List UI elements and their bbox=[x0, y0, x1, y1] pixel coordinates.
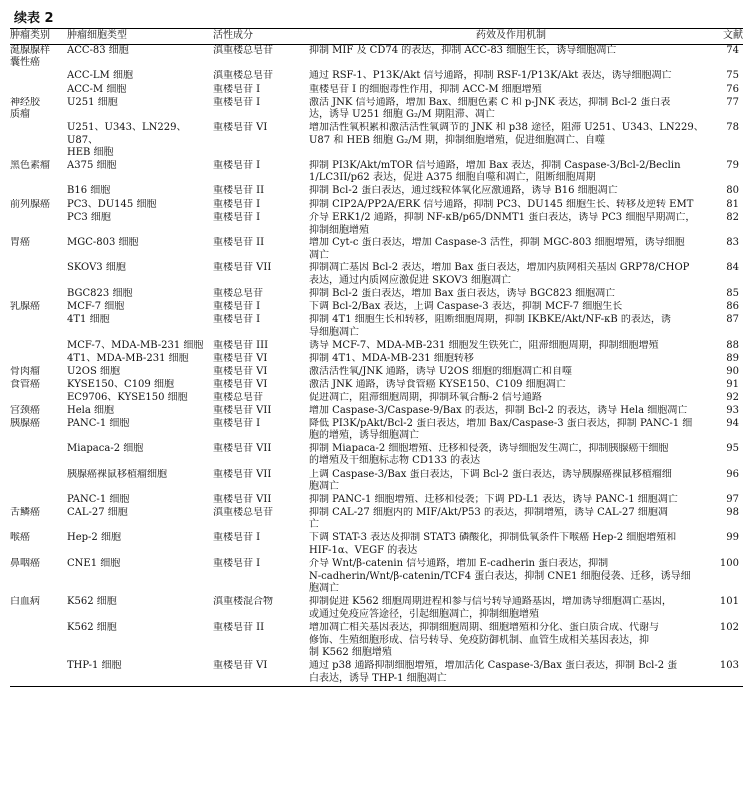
tumor-category: 胰腺癌 bbox=[10, 417, 40, 429]
mechanism: 增加活性氧积累和激活活性氧调节的 JNK 和 p38 途径，阻滞 U251、U343、LN229、 U87 和 HEB 细胞 G₂/M 期，抑制细胞增殖，促进细胞凋亡、自噬 bbox=[309, 121, 704, 146]
table-row bbox=[10, 622, 743, 660]
tumor-category: 黑色素瘤 bbox=[10, 159, 50, 171]
table-row bbox=[10, 558, 743, 596]
active-component: 重楼皂苷 I bbox=[213, 83, 261, 95]
cell-type: EC9706、KYSE150 细胞 bbox=[67, 391, 188, 403]
cell-type: MCF-7 细胞 bbox=[67, 301, 125, 313]
active-component: 重楼皂苷 VII bbox=[213, 442, 272, 454]
table-row bbox=[10, 469, 743, 494]
reference-number: 98 bbox=[726, 506, 739, 518]
mechanism: 上调 Caspase-3/Bax 蛋白表达，下调 Bcl-2 蛋白表达，诱导胰腺癌裸鼠移植瘤细 胞凋亡 bbox=[309, 468, 672, 493]
tumor-category: 白血病 bbox=[10, 596, 40, 608]
cell-type: A375 细胞 bbox=[67, 159, 117, 171]
cell-type: ACC-LM 细胞 bbox=[67, 69, 133, 81]
cell-type: Hela 细胞 bbox=[67, 404, 114, 416]
table-caption: 续表 2 bbox=[14, 11, 54, 26]
data-table bbox=[10, 28, 743, 687]
table-row bbox=[10, 44, 743, 70]
active-component: 重楼皂苷 VI bbox=[213, 660, 268, 672]
reference-number: 84 bbox=[726, 262, 739, 274]
table-row bbox=[10, 532, 743, 558]
table-row bbox=[10, 379, 743, 392]
cell-type: 4T1、MDA-MB-231 细胞 bbox=[67, 352, 189, 364]
reference-number: 96 bbox=[726, 468, 739, 480]
tumor-category bbox=[10, 340, 67, 353]
reference-number: 77 bbox=[726, 96, 739, 108]
mechanism: 通过 RSF-1、P13K/Akt 信号通路，抑制 RSF-1/P13K/Akt 表达，诱导细胞凋亡 bbox=[309, 69, 672, 81]
active-component: 重楼皂苷 I bbox=[213, 417, 261, 429]
table-header bbox=[10, 29, 743, 45]
reference-number: 92 bbox=[726, 391, 739, 403]
table-row bbox=[10, 340, 743, 353]
active-component: 重楼皂苷 II bbox=[213, 184, 265, 196]
reference-number: 99 bbox=[726, 532, 739, 544]
mechanism: 抑制凋亡基因 Bcl-2 表达，增加 Bax 蛋白表达，增加内质网相关基因 GRP78/CHOP 表达，通过内质网应激促进 SKOV3 细胞凋亡 bbox=[309, 262, 690, 286]
active-component: 滇重楼总皂苷 bbox=[213, 69, 273, 81]
mechanism: 激活 JNK 信号通路，增加 Bax、细胞色素 C 和 p-JNK 表达，抑制 Bcl-2 蛋白表 达，诱导 U251 细胞 G₂/M 期阻滞、凋亡 bbox=[309, 96, 671, 121]
header-component: 活性成分 bbox=[213, 30, 253, 41]
table-row bbox=[10, 122, 743, 160]
active-component: 重楼皂苷 I bbox=[213, 314, 261, 326]
mechanism: 诱导 MCF-7、MDA-MB-231 细胞发生铁死亡，阻滞细胞周期，抑制细胞增殖 bbox=[309, 339, 659, 351]
active-component: 重楼皂苷 VI bbox=[213, 121, 268, 133]
active-component: 重楼总皂苷 bbox=[213, 288, 263, 300]
tumor-category bbox=[10, 622, 67, 660]
cell-type: 4T1 细胞 bbox=[67, 314, 110, 326]
table-row bbox=[10, 392, 743, 405]
cell-type: PANC-1 细胞 bbox=[67, 417, 130, 429]
table-row bbox=[10, 596, 743, 622]
tumor-category bbox=[10, 314, 67, 339]
table-row bbox=[10, 660, 743, 686]
table-row bbox=[10, 418, 743, 443]
table-row bbox=[10, 301, 743, 314]
cell-type: PC3 细胞 bbox=[67, 211, 111, 223]
active-component: 重楼皂苷 I bbox=[213, 301, 261, 313]
mechanism: 抑制 PANC-1 细胞增殖、迁移和侵袭；下调 PD-L1 表达，诱导 PANC-1 细胞凋亡 bbox=[309, 493, 678, 505]
tumor-category: 食管癌 bbox=[10, 378, 40, 390]
tumor-category bbox=[10, 443, 67, 469]
header-row bbox=[10, 29, 743, 45]
active-component: 滇重楼总皂苷 bbox=[213, 506, 273, 518]
header-category: 肿瘤类别 bbox=[10, 30, 50, 41]
tumor-category bbox=[10, 122, 67, 160]
tumor-category: 胃癌 bbox=[10, 237, 30, 249]
table-row bbox=[10, 97, 743, 122]
tumor-category bbox=[10, 84, 67, 97]
cell-type: K562 细胞 bbox=[67, 596, 117, 608]
cell-type: BGC823 细胞 bbox=[67, 288, 133, 300]
cell-type: KYSE150、C109 细胞 bbox=[67, 378, 174, 390]
table-row bbox=[10, 507, 743, 532]
cell-type: U2OS 细胞 bbox=[67, 365, 121, 377]
mechanism: 增加凋亡相关基因表达，抑制细胞周期、细胞增殖和分化、蛋白质合成、代谢与 修饰、生殖细胞形成、信号转导、免疫防御机制、血管生成相关基因表达，抑 制 K562 细胞增殖 bbox=[309, 622, 659, 659]
mechanism: 抑制 4T1 细胞生长和转移，阻断细胞周期，抑制 IKBKE/Akt/NF-κB 的表达，诱 导细胞凋亡 bbox=[309, 314, 671, 338]
mechanism: 增加 Cyt-c 蛋白表达，增加 Caspase-3 活性，抑制 MGC-803 细胞增殖，诱导细胞 凋亡 bbox=[309, 237, 685, 261]
table-row bbox=[10, 353, 743, 366]
mechanism: 降低 PI3K/pAkt/Bcl-2 蛋白表达，增加 Bax/Caspase-3 蛋白表达，抑制 PANC-1 细 胞的增殖，诱导细胞凋亡 bbox=[309, 417, 693, 442]
cell-type: K562 细胞 bbox=[67, 622, 117, 634]
cell-type: SKOV3 细胞 bbox=[67, 262, 126, 274]
tumor-category: 乳腺癌 bbox=[10, 301, 40, 313]
table-row bbox=[10, 443, 743, 469]
reference-number: 75 bbox=[726, 69, 739, 81]
active-component: 重楼皂苷 II bbox=[213, 237, 265, 249]
reference-number: 102 bbox=[719, 622, 739, 634]
table-row bbox=[10, 212, 743, 237]
active-component: 重楼皂苷 VII bbox=[213, 262, 272, 274]
active-component: 重楼皂苷 VII bbox=[213, 468, 272, 480]
reference-number: 97 bbox=[726, 493, 739, 505]
mechanism: 介导 Wnt/β-catenin 信号通路，增加 E-cadherin 蛋白表达，抑制 N-cadherin/Wnt/β-catenin/TCF4 蛋白表达，抑制 CNE1 细胞侵袭、迁移，诱导细 胞凋亡 bbox=[309, 558, 691, 595]
table-row bbox=[10, 288, 743, 301]
tumor-category bbox=[10, 469, 67, 494]
tumor-category bbox=[10, 353, 67, 366]
cell-type: CAL-27 细胞 bbox=[67, 506, 128, 518]
tumor-category: 宫颈癌 bbox=[10, 404, 40, 416]
cell-type: ACC-M 细胞 bbox=[67, 83, 127, 95]
reference-number: 103 bbox=[719, 660, 739, 672]
tumor-category bbox=[10, 392, 67, 405]
tumor-category bbox=[10, 288, 67, 301]
table-row bbox=[10, 70, 743, 84]
active-component: 滇重楼总皂苷 bbox=[213, 44, 273, 56]
active-component: 滇重楼混合物 bbox=[213, 596, 273, 608]
mechanism: 抑制 Bcl-2 蛋白表达，增加 Bax 蛋白表达，诱导 BGC823 细胞凋亡 bbox=[309, 288, 616, 300]
tumor-category bbox=[10, 212, 67, 237]
cell-type: PC3、DU145 细胞 bbox=[67, 198, 157, 210]
active-component: 重楼皂苷 I bbox=[213, 532, 261, 544]
reference-number: 76 bbox=[726, 83, 739, 95]
reference-number: 79 bbox=[726, 159, 739, 171]
reference-number: 83 bbox=[726, 237, 739, 249]
reference-number: 90 bbox=[726, 365, 739, 377]
tumor-category bbox=[10, 70, 67, 84]
reference-number: 100 bbox=[719, 558, 739, 570]
reference-number: 88 bbox=[726, 339, 739, 351]
table-row bbox=[10, 494, 743, 507]
cell-type: 胰腺癌裸鼠移植瘤细胞 bbox=[67, 468, 167, 480]
table-row bbox=[10, 237, 743, 262]
reference-number: 85 bbox=[726, 288, 739, 300]
mechanism: 下调 Bcl-2/Bax 表达，上调 Caspase-3 表达，抑制 MCF-7 细胞生长 bbox=[309, 301, 623, 313]
mechanism: 重楼皂苷 I 的细胞毒性作用，抑制 ACC-M 细胞增殖 bbox=[309, 83, 542, 95]
tumor-category: 鼻咽癌 bbox=[10, 558, 40, 570]
active-component: 重楼皂苷 VI bbox=[213, 365, 268, 377]
table-row bbox=[10, 314, 743, 339]
mechanism: 抑制促进 K562 细胞周期进程和参与信号转导通路基因，增加诱导细胞凋亡基因， 或通过免疫应答途径，引起细胞凋亡，抑制细胞增殖 bbox=[309, 596, 672, 620]
table-row bbox=[10, 160, 743, 185]
tumor-category: 骨肉瘤 bbox=[10, 365, 40, 377]
reference-number: 74 bbox=[726, 44, 739, 56]
table-row bbox=[10, 84, 743, 97]
reference-number: 94 bbox=[726, 417, 739, 429]
header-cell-type: 肿瘤细胞类型 bbox=[67, 30, 127, 41]
reference-number: 80 bbox=[726, 184, 739, 196]
cell-type: PANC-1 细胞 bbox=[67, 493, 130, 505]
mechanism: 抑制 MIF 及 CD74 的表达，抑制 ACC-83 细胞生长，诱导细胞凋亡 bbox=[309, 44, 617, 56]
cell-type: MCF-7、MDA-MB-231 细胞 bbox=[67, 339, 204, 351]
tumor-category: 前列腺癌 bbox=[10, 198, 50, 210]
active-component: 重楼皂苷 VI bbox=[213, 352, 268, 364]
table-row bbox=[10, 199, 743, 212]
reference-number: 82 bbox=[726, 211, 739, 223]
reference-number: 86 bbox=[726, 301, 739, 313]
active-component: 重楼皂苷 VII bbox=[213, 404, 272, 416]
mechanism: 抑制 CIP2A/PP2A/ERK 信号通路，抑制 PC3、DU145 细胞生长、转移及逆转 EMT bbox=[309, 198, 694, 210]
cell-type: U251、U343、LN229、U87、 HEB 细胞 bbox=[67, 121, 187, 159]
mechanism: 抑制 Bcl-2 蛋白表达，通过线粒体氧化应激通路，诱导 B16 细胞凋亡 bbox=[309, 184, 618, 196]
mechanism: 下调 STAT-3 表达及抑制 STAT3 磷酸化，抑制低氧条件下喉癌 Hep-2 细胞增殖和 HIF-1α、VEGF 的表达 bbox=[309, 532, 677, 556]
tumor-category bbox=[10, 262, 67, 288]
active-component: 重楼皂苷 I bbox=[213, 198, 261, 210]
active-component: 重楼皂苷 III bbox=[213, 339, 269, 351]
tumor-category: 涎腺腺样 囊性癌 bbox=[10, 44, 50, 69]
active-component: 重楼皂苷 I bbox=[213, 159, 261, 171]
tumor-category bbox=[10, 494, 67, 507]
table-row bbox=[10, 366, 743, 379]
reference-number: 87 bbox=[726, 314, 739, 326]
cell-type: U251 细胞 bbox=[67, 96, 118, 108]
reference-number: 89 bbox=[726, 352, 739, 364]
reference-number: 91 bbox=[726, 378, 739, 390]
reference-number: 101 bbox=[719, 596, 739, 608]
active-component: 重楼皂苷 VI bbox=[213, 378, 268, 390]
tumor-category bbox=[10, 185, 67, 199]
tumor-category bbox=[10, 660, 67, 686]
reference-number: 93 bbox=[726, 404, 739, 416]
cell-type: MGC-803 细胞 bbox=[67, 237, 139, 249]
mechanism: 激活 JNK 通路，诱导食管癌 KYSE150、C109 细胞凋亡 bbox=[309, 378, 566, 390]
active-component: 重楼皂苷 I bbox=[213, 211, 261, 223]
cell-type: Hep-2 细胞 bbox=[67, 532, 121, 544]
tumor-category: 喉癌 bbox=[10, 532, 30, 544]
active-component: 重楼皂苷 I bbox=[213, 558, 261, 570]
reference-number: 81 bbox=[726, 198, 739, 210]
mechanism: 抑制 CAL-27 细胞内的 MIF/Akt/P53 的表达，抑制增殖，诱导 CAL-27 细胞凋 亡 bbox=[309, 506, 668, 531]
cell-type: Miapaca-2 细胞 bbox=[67, 442, 144, 454]
active-component: 重楼皂苷 II bbox=[213, 622, 265, 634]
tumor-category: 舌鳞癌 bbox=[10, 506, 40, 518]
table-body bbox=[10, 44, 743, 686]
mechanism: 抑制 PI3K/Akt/mTOR 信号通路，增加 Bax 表达，抑制 Caspase-3/Bcl-2/Beclin 1/LC3II/p62 表达，促进 A375 细胞自噬和凋亡，阻断细胞周期 bbox=[309, 159, 681, 184]
mechanism: 激活活性氧/JNK 通路，诱导 U2OS 细胞的细胞凋亡和自噬 bbox=[309, 365, 572, 377]
cell-type: B16 细胞 bbox=[67, 184, 111, 196]
cell-type: ACC-83 细胞 bbox=[67, 44, 129, 56]
table-row bbox=[10, 405, 743, 418]
mechanism: 增加 Caspase-3/Caspase-9/Bax 的表达，抑制 Bcl-2 的表达，诱导 Hela 细胞凋亡 bbox=[309, 404, 688, 416]
table-row bbox=[10, 185, 743, 199]
header-mechanism: 药效及作用机制 bbox=[476, 30, 546, 41]
table-row bbox=[10, 262, 743, 288]
active-component: 重楼皂苷 VII bbox=[213, 493, 272, 505]
header-reference: 文献 bbox=[723, 30, 743, 41]
reference-number: 95 bbox=[726, 442, 739, 454]
mechanism: 通过 p38 通路抑制细胞增殖，增加活化 Caspase-3/Bax 蛋白表达，抑制 Bcl-2 蛋 白表达，诱导 THP-1 细胞凋亡 bbox=[309, 660, 678, 684]
reference-number: 78 bbox=[726, 121, 739, 133]
active-component: 重楼皂苷 I bbox=[213, 96, 261, 108]
cell-type: THP-1 细胞 bbox=[67, 660, 122, 672]
tumor-category: 神经胶 质瘤 bbox=[10, 96, 40, 121]
active-component: 重楼总皂苷 bbox=[213, 391, 263, 403]
mechanism: 促进凋亡，阻滞细胞周期，抑制环氧合酶-2 信号通路 bbox=[309, 391, 542, 403]
cell-type: CNE1 细胞 bbox=[67, 558, 121, 570]
mechanism: 抑制 4T1、MDA-MB-231 细胞转移 bbox=[309, 352, 474, 364]
mechanism: 介导 ERK1/2 通路，抑制 NF-κB/p65/DNMT1 蛋白表达，诱导 PC3 细胞早期凋亡， 抑制细胞增殖 bbox=[309, 211, 696, 236]
mechanism: 抑制 Miapaca-2 细胞增殖、迁移和侵袭，诱导细胞发生凋亡，抑制胰腺癌干细胞 的增殖及干细胞标志物 CD133 的表达 bbox=[309, 442, 669, 467]
